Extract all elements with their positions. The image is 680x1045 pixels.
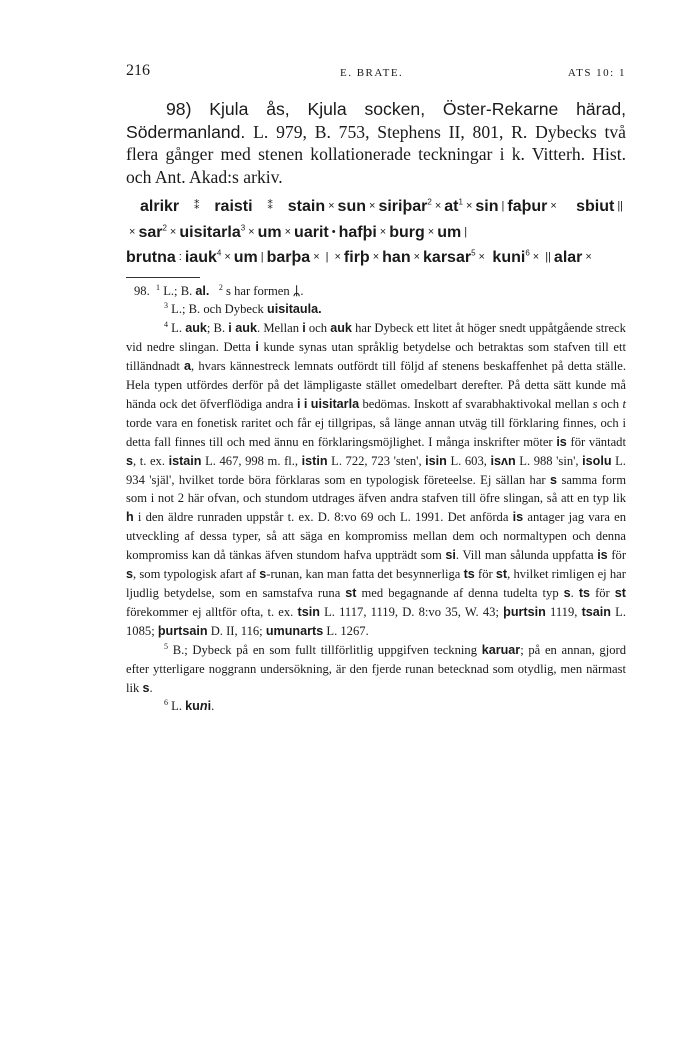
note-text: -runan, kan man fatta det besynnerliga: [266, 567, 461, 582]
word-divider: ×: [328, 200, 335, 212]
note-text: 1119,: [550, 604, 578, 619]
footnote-number: 5: [164, 641, 168, 651]
word-divider: ×: [413, 251, 421, 263]
note-text: .: [570, 586, 574, 600]
rune-word: hafþi: [338, 223, 377, 241]
entry-heading: [126, 98, 626, 188]
note-bold: þurtsin: [503, 604, 546, 619]
word-divider: :: [178, 251, 182, 263]
note-bold: umunarts: [265, 623, 324, 638]
note-text: L. 934 'själ', hvilket torde böra förklaras som en typologisk företeelse. Ej sällan har: [126, 453, 626, 487]
note-text: L.: [171, 321, 183, 336]
rune-glyph: ᛦ: [292, 282, 301, 298]
note-text: i den äldre runraden uppstår t. ex. D. 8:vo 69 och L. 1991. Det anförda: [137, 510, 509, 525]
note-text: B.; Dybeck på en som fullt tillförlitlig uppgifven teckning: [172, 642, 477, 657]
word-divider: ⁑: [255, 200, 285, 212]
footnote-number: 6: [164, 698, 168, 708]
rune-word: barþa: [266, 249, 311, 266]
line-divider: |: [464, 225, 468, 238]
footnote-number: 2: [218, 282, 223, 292]
note-bold: i: [296, 396, 301, 411]
note-text: förekommer ej alltför ofta, t. ex.: [126, 604, 294, 619]
note-bold: isolu: [582, 453, 612, 468]
rune-word: sin: [475, 198, 499, 215]
note-bold: i: [207, 699, 212, 714]
line-divider: ||: [617, 200, 624, 212]
rune-word: uisitarla: [179, 223, 241, 241]
note-bold: is: [512, 510, 524, 525]
note-bold: tsin: [297, 604, 320, 619]
word-divider: ×: [248, 225, 255, 238]
note-text: för: [611, 548, 627, 563]
footnote-marker: 5: [471, 248, 476, 258]
rune-word: brutna: [126, 249, 176, 266]
rune-word: um: [233, 249, 258, 266]
word-divider: ×: [334, 251, 341, 263]
note-text: .: [149, 680, 153, 695]
rune-word: at: [444, 198, 459, 215]
note-bold: karuar: [481, 642, 521, 657]
note-text: . Mellan: [257, 321, 300, 336]
note-italic: t: [622, 396, 626, 411]
note-text: L.; B. och Dybeck: [171, 302, 264, 317]
running-author: E. BRATE.: [340, 67, 404, 79]
rune-word: han: [382, 249, 411, 266]
note-bold: al.: [195, 283, 210, 298]
note-text: L. 988 'sin',: [519, 453, 579, 468]
word-divider: ×: [465, 200, 473, 212]
note-bold: is: [597, 548, 608, 563]
note-bold: st: [614, 586, 626, 600]
note-italic: s: [592, 396, 598, 411]
note-bold: i auk: [228, 321, 258, 336]
rune-word: sbiut: [576, 198, 615, 215]
rune-word: burg: [389, 223, 425, 241]
note-bold: auk: [330, 321, 352, 336]
note-text: , som typologisk afart af: [133, 567, 257, 582]
note-text: för: [478, 567, 493, 582]
note-bold: uisitaula.: [267, 302, 322, 317]
word-divider: ×: [585, 251, 592, 263]
rune-word: siriþar: [378, 198, 428, 215]
note-text: ; B.: [206, 321, 226, 336]
footnote-marker: 1: [458, 197, 463, 207]
word-divider: ×: [129, 225, 136, 238]
note-text: torde vara en fonetisk raritet och får ej tillgripas, så länge annan utväg till förklaring finnes, och i detta fall finnes till och med ännu en förklaringsmöjlighet. I många inskrifter möter: [126, 415, 626, 449]
word-divider: ×: [169, 225, 177, 238]
rune-word: faþur: [507, 198, 548, 215]
word-divider: ×: [284, 225, 292, 238]
note-bold: auk: [185, 321, 207, 336]
rune-word: firþ: [343, 249, 370, 266]
word-divider: ×: [478, 251, 485, 263]
rune-word: karsar: [423, 249, 472, 266]
note-text: s har formen: [226, 283, 290, 298]
note-text: med begagnande af denna tudelta typ: [361, 586, 559, 600]
note-text: , hvars kännestreck lemnats outfördt till följd af stenens beskaffenhet på detta ställe. Hela typen utfördes derför på det lämpligaste stället omedelbart derefter. På detta sätt kunde må hända ock det öfverflödiga andra: [126, 359, 626, 411]
note-text: samma form som i not 2 här ofvan, och stundom utdrages äfven andra stafven till öfre slingan, så att en typ lik: [126, 472, 626, 506]
note-text: har Dybeck ett litet åt höger snedt uppåtgående streck vid nedre slingan. Detta: [126, 321, 626, 355]
footnote-marker: 6: [525, 248, 530, 258]
note-text: , t. ex.: [133, 453, 165, 468]
footnotes: [126, 282, 626, 717]
note-bold: st: [345, 586, 357, 600]
footnote-rule: [126, 277, 200, 278]
runic-transliteration: [126, 194, 626, 271]
note-bold: tsain: [581, 604, 611, 619]
rune-word: raisti: [214, 198, 253, 215]
footnote-marker: 2: [162, 223, 167, 233]
note-bold: i: [303, 396, 308, 411]
page: [126, 62, 626, 716]
note-bold: si: [445, 548, 456, 563]
note-bold: s: [126, 567, 134, 582]
note-text: .: [300, 283, 304, 298]
note-italic: n: [199, 699, 208, 714]
note-bold: isin: [425, 453, 447, 468]
note-text: . Vill man sålunda uppfatta: [455, 548, 594, 563]
entry-references: L. 979, B. 753, Stephens II, 801, R. Dybecks två flera gånger med stenen kollationerade teckningar i k. Vitterh. Hist. och Ant. Akad:s arkiv.: [126, 121, 626, 187]
note-bold: s: [563, 586, 571, 600]
note-text: för: [595, 586, 610, 600]
footnote-1: [126, 282, 626, 301]
series-reference: ATS 10: 1: [567, 67, 626, 79]
footnote-number: 1: [156, 282, 161, 292]
note-text: L. 1117, 1119, D. 8:vo 35, W. 43;: [324, 604, 499, 619]
note-text: L. 603,: [450, 453, 487, 468]
line-divider: |: [501, 200, 505, 212]
note-bold: a: [184, 359, 192, 374]
note-text: bedömas. Inskott af svarabhaktivokal mellan: [362, 396, 590, 411]
word-divider: ×: [313, 251, 320, 263]
rune-word: alrikr: [140, 198, 180, 215]
note-bold: is: [556, 434, 567, 449]
note-bold: ts: [463, 567, 475, 582]
note-bold: s: [259, 567, 267, 582]
footnote-number: 4: [164, 320, 168, 330]
word-divider: ×: [434, 200, 442, 212]
footnote-6: [126, 697, 626, 716]
rune-word: stain: [287, 198, 326, 215]
rune-word: sun: [337, 198, 366, 215]
word-divider: ×: [369, 200, 376, 212]
note-text: L.: [171, 699, 182, 714]
rune-word: sar: [138, 223, 163, 241]
note-text: och: [308, 321, 328, 336]
footnote-4: [126, 319, 626, 640]
note-text: D. II, 116;: [210, 623, 263, 638]
note-bold: istin: [301, 453, 328, 468]
note-bold: i: [302, 321, 306, 336]
footnote-number: 3: [164, 301, 168, 311]
word-divider: ×: [372, 251, 380, 263]
footnote-5: [126, 641, 626, 698]
word-divider: ×: [532, 251, 540, 263]
footnote-3: [126, 300, 626, 319]
line-divider: |: [325, 251, 329, 263]
rune-word: um: [437, 223, 462, 241]
word-divider: ×: [550, 200, 557, 212]
note-bold: i: [255, 340, 259, 355]
rune-word: um: [257, 223, 282, 241]
note-text: och: [600, 396, 620, 411]
footnote-marker: 2: [427, 197, 432, 207]
rune-word: kuni: [492, 249, 526, 266]
note-bold: s: [126, 453, 134, 468]
rune-word: iauk: [184, 249, 217, 266]
line-divider: |: [260, 251, 264, 263]
note-text: kunde synas utan språklig betydelse och betraktas som stafven till ett tilländnadt: [126, 340, 626, 374]
note-bold: istain: [168, 453, 202, 468]
running-header: [126, 62, 626, 86]
note-text: L.; B.: [163, 283, 193, 298]
note-bold: st: [495, 567, 508, 582]
note-text: L. 722, 723 'sten',: [331, 453, 422, 468]
note-text: antager jag vara en utveckling af dessa typer, så att säga en kompromiss mellan dem och normaltypen och denna kompromiss kan då tänkas äfven stundom hafva uppträdt som: [126, 510, 627, 563]
entry-number: 98.: [134, 283, 150, 298]
note-bold: ku: [185, 699, 200, 714]
rune-word: alar: [553, 249, 583, 266]
note-text: .: [211, 699, 215, 714]
note-bold: uisitarla: [310, 396, 360, 411]
word-divider: ×: [224, 251, 231, 263]
line-divider: ||: [545, 251, 551, 263]
footnote-marker: 4: [216, 248, 222, 258]
note-text: ; på en annan, gjord efter ytterligare noggrann undersökning, är den fjerde runan betecknad som otydlig, men närmast lik: [126, 642, 626, 695]
note-text: för väntadt: [570, 434, 626, 449]
page-number: 216: [126, 62, 150, 79]
word-divider: ⁑: [182, 200, 212, 212]
note-bold: ts: [578, 586, 591, 600]
footnote-marker: 3: [240, 223, 246, 233]
note-bold: s: [142, 680, 150, 695]
note-text: L. 1085;: [126, 604, 626, 638]
note-bold: s: [550, 472, 558, 487]
note-text: L. 467, 998 m. fl.,: [205, 453, 299, 468]
word-divider: ×: [427, 225, 435, 238]
word-divider: •: [331, 225, 336, 238]
note-bold: h: [126, 510, 134, 525]
note-text: , hvilket rimligen ej har ljudlig betydelse, som en samstafva runa: [126, 567, 626, 600]
note-text: L. 1267.: [326, 623, 369, 638]
entry-title: 98) Kjula ås, Kjula socken, Öster-Rekarne härad, Södermanland.: [126, 99, 626, 142]
note-bold: þurtsain: [157, 623, 208, 638]
rune-word: uarit: [294, 223, 329, 241]
word-divider: ×: [379, 225, 387, 238]
note-bold: isʌn: [490, 453, 516, 468]
